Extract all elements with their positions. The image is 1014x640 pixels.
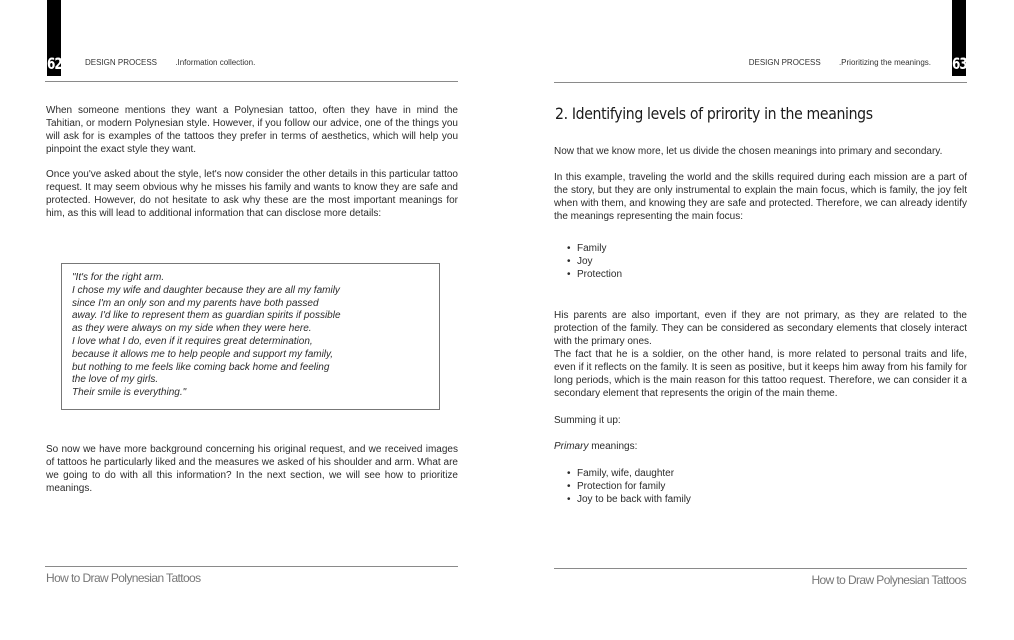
paragraph: His parents are also important, even if they are not primary, as they are related to the protection of the family. They can be considered as secondary elements that closely interact with the primary ones. — [554, 310, 967, 347]
quote-line: since I'm an only son and my parents have both passed — [72, 297, 319, 309]
quote-line: as they were always on my side when they were here. — [72, 323, 312, 335]
paragraph: Once you've asked about the style, let's now consider the other details in this particular tattoo request. It may seem obvious why he misses his family and wants to know they are safe and protected. However, do not hesitate to ask why these are the most important meanings for him, as this will lead to additional information that can disclose more details: — [46, 169, 458, 219]
running-header — [85, 58, 255, 67]
quote-line: away. I'd like to represent them as guardian spirits if possible — [72, 310, 341, 322]
list-item: • Family — [567, 242, 622, 255]
quote-line: "It's for the right arm. — [72, 272, 165, 283]
list-item: • Family, wife, daughter — [567, 467, 691, 480]
footer-divider — [554, 568, 967, 569]
quote-line: I love what I do, even if it requires great determination, — [72, 335, 313, 347]
page-number: 63 — [952, 54, 967, 73]
header-section: DESIGN PROCESS — [748, 58, 821, 67]
list-item: • Joy — [567, 255, 622, 268]
quote-line: the love of my girls. — [72, 374, 159, 386]
summary-label: Summing it up: — [554, 415, 621, 426]
right-page — [507, 0, 1014, 640]
list-item: • Joy to be back with family — [567, 493, 691, 506]
header-subsection: .Prioritizing the meanings. — [838, 58, 931, 67]
paragraph: When someone mentions they want a Polynesian tattoo, often they have in mind the Tahitian, or modern Polynesian style. However, if you follow our advice, one of the things you will ask for is examples of the tattoos they prefer in terms of aesthetics, which will help you pinpoint the exact style they want. — [46, 105, 458, 155]
quote-line: but nothing to me feels like coming back home and feeling — [72, 361, 330, 373]
client-quote-box — [61, 263, 440, 410]
paragraph: In this example, traveling the world and the skills required during each mission are a part of the story, but they are only instrumental to explain the main focus, which is family, the joy felt when with them, and knowing they are safe and protected. Therefore, we can already identify the meanings representing the main focus: — [554, 172, 967, 222]
paragraph: So now we have more background concerning his original request, and we received images of tattoos he particularly liked and the measures we asked of his shoulder and arm. What are we going to do with all this information? In the next section, we will see how to prioritize meanings. — [46, 444, 458, 494]
header-divider — [554, 82, 967, 83]
header-subsection: .Information collection. — [175, 58, 256, 67]
intro-paragraph: Now that we know more, let us divide the chosen meanings into primary and secondary. — [554, 146, 943, 157]
quote-line: I chose my wife and daughter because they are all my family — [72, 284, 340, 296]
primary-label-italic: Primary — [554, 441, 589, 452]
book-title-footer: How to Draw Polynesian Tattoos — [46, 571, 201, 585]
page-number: 62 — [47, 54, 62, 73]
page-number-tab — [952, 0, 966, 76]
list-item: • Protection — [567, 268, 622, 281]
header-section: DESIGN PROCESS — [85, 58, 158, 67]
quote-line: because it allows me to help people and support my family, — [72, 348, 334, 360]
paragraph: The fact that he is a soldier, on the other hand, is more related to personal traits and life, even if it reflects on the family. It is seen as positive, but it keeps him away from his family for long periods, which is the main reason for this tattoo request. Therefore, we can consider it a secondary element that represents the origin of the main theme. — [554, 349, 967, 399]
primary-meanings-label — [554, 440, 967, 453]
main-focus-list — [567, 242, 622, 281]
footer-divider — [45, 566, 458, 567]
book-title-footer: How to Draw Polynesian Tattoos — [811, 573, 966, 587]
header-divider — [45, 81, 458, 82]
section-title: 2. Identifying levels of prirority in the meanings — [555, 104, 873, 123]
page-number-tab — [47, 0, 61, 76]
primary-meanings-list — [567, 467, 691, 506]
running-header — [749, 58, 931, 67]
primary-label-rest: meanings: — [588, 441, 638, 452]
quote-line: Their smile is everything." — [72, 387, 187, 399]
list-item: • Protection for family — [567, 480, 691, 493]
